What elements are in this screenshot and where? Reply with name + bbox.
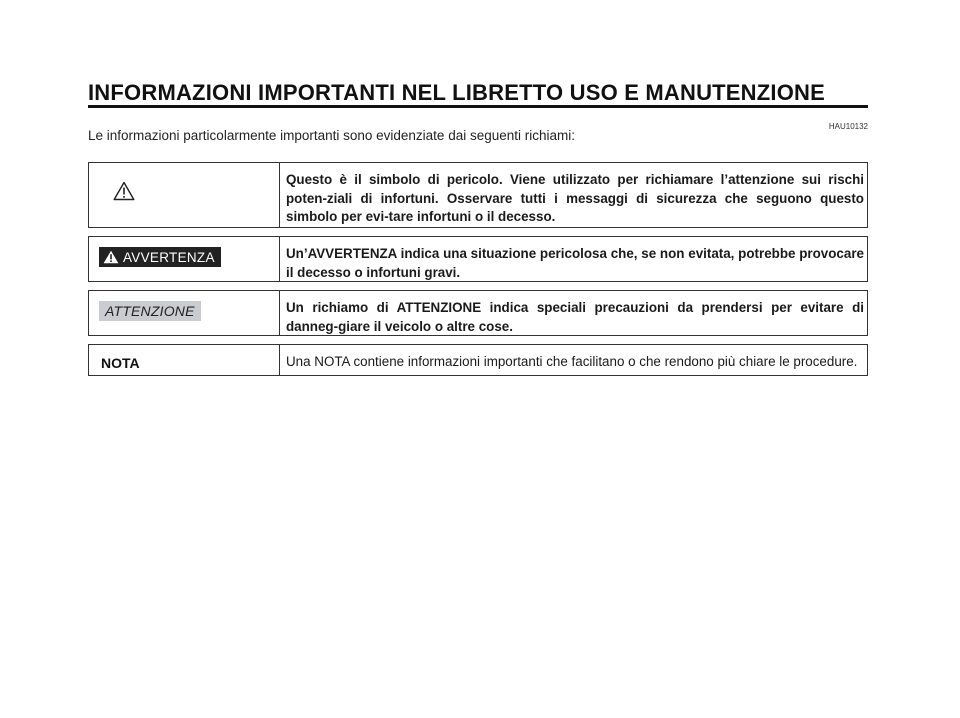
caution-badge-label: ATTENZIONE	[105, 303, 195, 319]
symbol-cell	[89, 237, 280, 281]
page-title: INFORMAZIONI IMPORTANTI NEL LIBRETTO USO E MANUTENZIONE	[88, 80, 825, 105]
signal-words-table	[88, 162, 868, 384]
document-code: HAU10132	[828, 122, 868, 131]
caution-badge	[99, 301, 201, 321]
symbol-cell	[89, 291, 280, 335]
warning-badge-label: AVVERTENZA	[123, 249, 215, 265]
table-row-danger-symbol	[88, 162, 868, 228]
row-description: Un’AVVERTENZA indica una situazione pericolosa che, se non evitata, potrebbe provocare il decesso o infortuni gravi.	[286, 246, 864, 280]
table-row-nota	[88, 344, 868, 376]
symbol-cell	[89, 163, 280, 227]
table-row-attenzione	[88, 290, 868, 336]
note-label: NOTA	[101, 355, 140, 371]
warning-badge	[99, 247, 221, 267]
row-description: Una NOTA contiene informazioni importanti che facilitano o che rendono più chiare le procedure.	[286, 354, 858, 369]
hazard-triangle-icon	[113, 181, 135, 201]
row-description: Questo è il simbolo di pericolo. Viene utilizzato per richiamare l’attenzione sui rischi poten-ziali di infortuni. Osservare tutti i messaggi di sicurezza che seguono questo simbolo per evi-tare infortuni o il decesso.	[286, 172, 864, 224]
title-underline	[88, 105, 868, 108]
row-description: Un richiamo di ATTENZIONE indica speciali precauzioni da prendersi per evitare di danneg-giare il veicolo o altre cose.	[286, 300, 864, 334]
table-row-avvertenza	[88, 236, 868, 282]
warning-triangle-icon	[103, 250, 119, 264]
intro-text: Le informazioni particolarmente importanti sono evidenziate dai seguenti richiami:	[88, 128, 576, 143]
symbol-cell	[89, 345, 280, 375]
